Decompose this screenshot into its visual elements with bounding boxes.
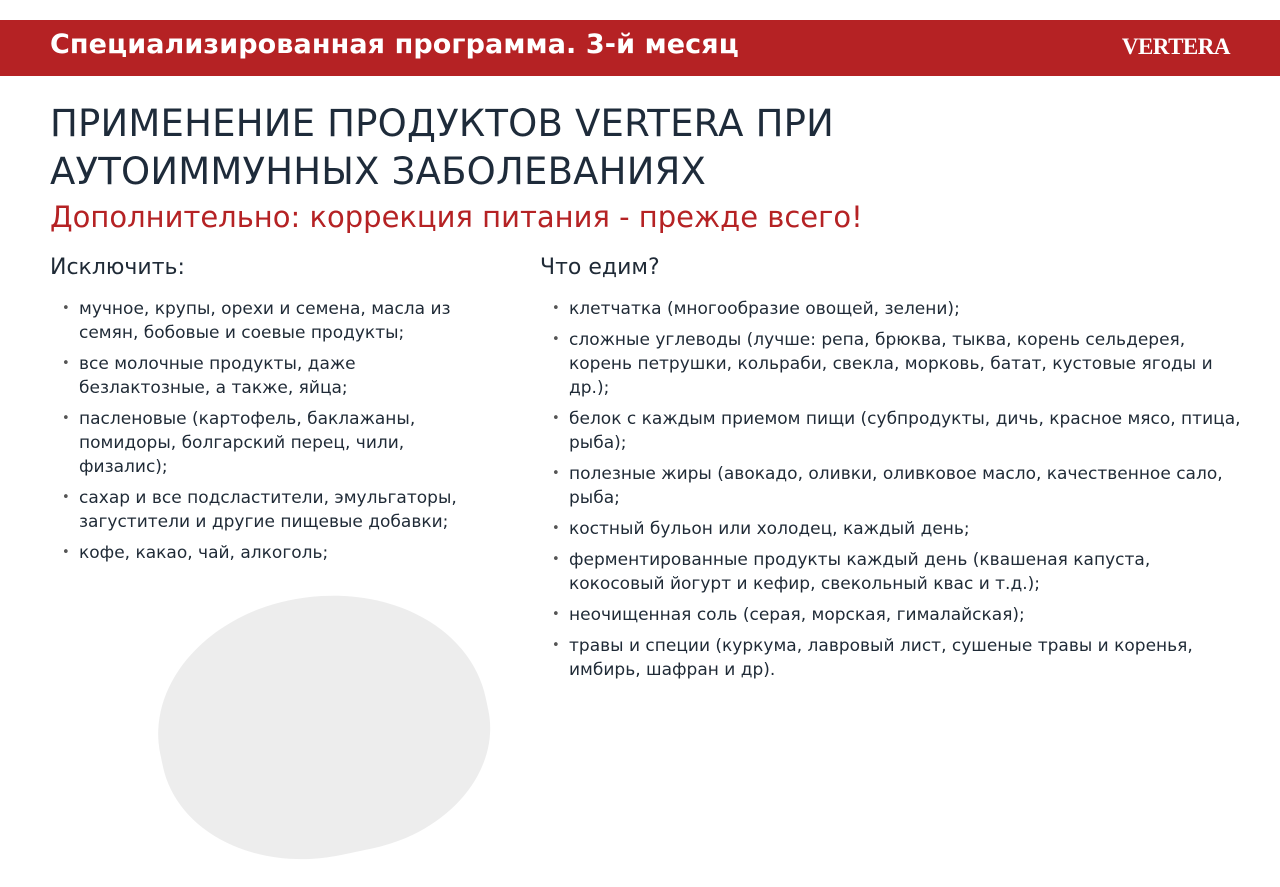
list-item	[52, 407, 492, 479]
list-item-text: костный бульон или холодец, каждый день;	[569, 519, 970, 539]
list-item	[542, 517, 1242, 541]
list-item	[542, 297, 1242, 321]
exclude-heading: Исключить:	[50, 255, 185, 280]
list-item	[542, 462, 1242, 510]
bullet-icon: •	[552, 552, 560, 567]
list-item-text: клетчатка (многообразие овощей, зелени);	[569, 299, 960, 319]
list-item-text: кофе, какао, чай, алкоголь;	[79, 543, 329, 563]
list-item-text: травы и специи (куркума, лавровый лист, сушеные травы и коренья, имбирь, шафран и др).	[569, 636, 1193, 680]
bullet-icon: •	[62, 490, 70, 505]
page-title: ПРИМЕНЕНИЕ ПРОДУКТОВ VERTERA ПРИ АУТОИММУННЫХ ЗАБОЛЕВАНИЯХ	[50, 102, 834, 193]
list-item-text: неочищенная соль (серая, морская, гималайская);	[569, 605, 1025, 625]
list-item-text: мучное, крупы, орехи и семена, масла из семян, бобовые и соевые продукты;	[79, 299, 451, 343]
page-subtitle: Дополнительно: коррекция питания - прежде всего!	[50, 200, 863, 234]
bullet-icon: •	[552, 638, 560, 653]
bullet-icon: •	[552, 521, 560, 536]
exclude-list	[52, 297, 492, 572]
decorative-blob	[135, 565, 512, 887]
bullet-icon: •	[62, 545, 70, 560]
list-item	[52, 297, 492, 345]
list-item	[542, 407, 1242, 455]
eat-heading: Что едим?	[540, 255, 660, 280]
bullet-icon: •	[552, 411, 560, 426]
vertera-logo: VERTERA	[1121, 34, 1230, 59]
list-item-text: полезные жиры (авокадо, оливки, оливковое масло, качественное сало, рыба;	[569, 464, 1223, 508]
header-bar	[0, 20, 1280, 76]
list-item	[52, 541, 492, 565]
list-item-text: пасленовые (картофель, баклажаны, помидоры, болгарский перец, чили, физалис);	[79, 409, 416, 477]
list-item	[52, 486, 492, 534]
bullet-icon: •	[552, 466, 560, 481]
list-item-text: все молочные продукты, даже безлактозные, а также, яйца;	[79, 354, 356, 398]
list-item-text: сложные углеводы (лучше: репа, брюква, тыква, корень сельдерея, корень петрушки, кольраби, свекла, морковь, батат, кустовые ягоды и др.);	[569, 330, 1213, 398]
header-title: Специализированная программа. 3-й месяц	[50, 29, 739, 60]
list-item	[542, 328, 1242, 400]
bullet-icon: •	[62, 356, 70, 371]
list-item-text: сахар и все подсластители, эмульгаторы, загустители и другие пищевые добавки;	[79, 488, 457, 532]
list-item-text: белок с каждым приемом пищи (субпродукты, дичь, красное мясо, птица, рыба);	[569, 409, 1241, 453]
list-item	[542, 548, 1242, 596]
eat-list	[542, 297, 1242, 689]
bullet-icon: •	[552, 607, 560, 622]
list-item	[52, 352, 492, 400]
list-item	[542, 603, 1242, 627]
list-item	[542, 634, 1242, 682]
bullet-icon: •	[62, 411, 70, 426]
bullet-icon: •	[62, 301, 70, 316]
bullet-icon: •	[552, 301, 560, 316]
list-item-text: ферментированные продукты каждый день (квашеная капуста, кокосовый йогурт и кефир, свекольный квас и т.д.);	[569, 550, 1151, 594]
bullet-icon: •	[552, 332, 560, 347]
